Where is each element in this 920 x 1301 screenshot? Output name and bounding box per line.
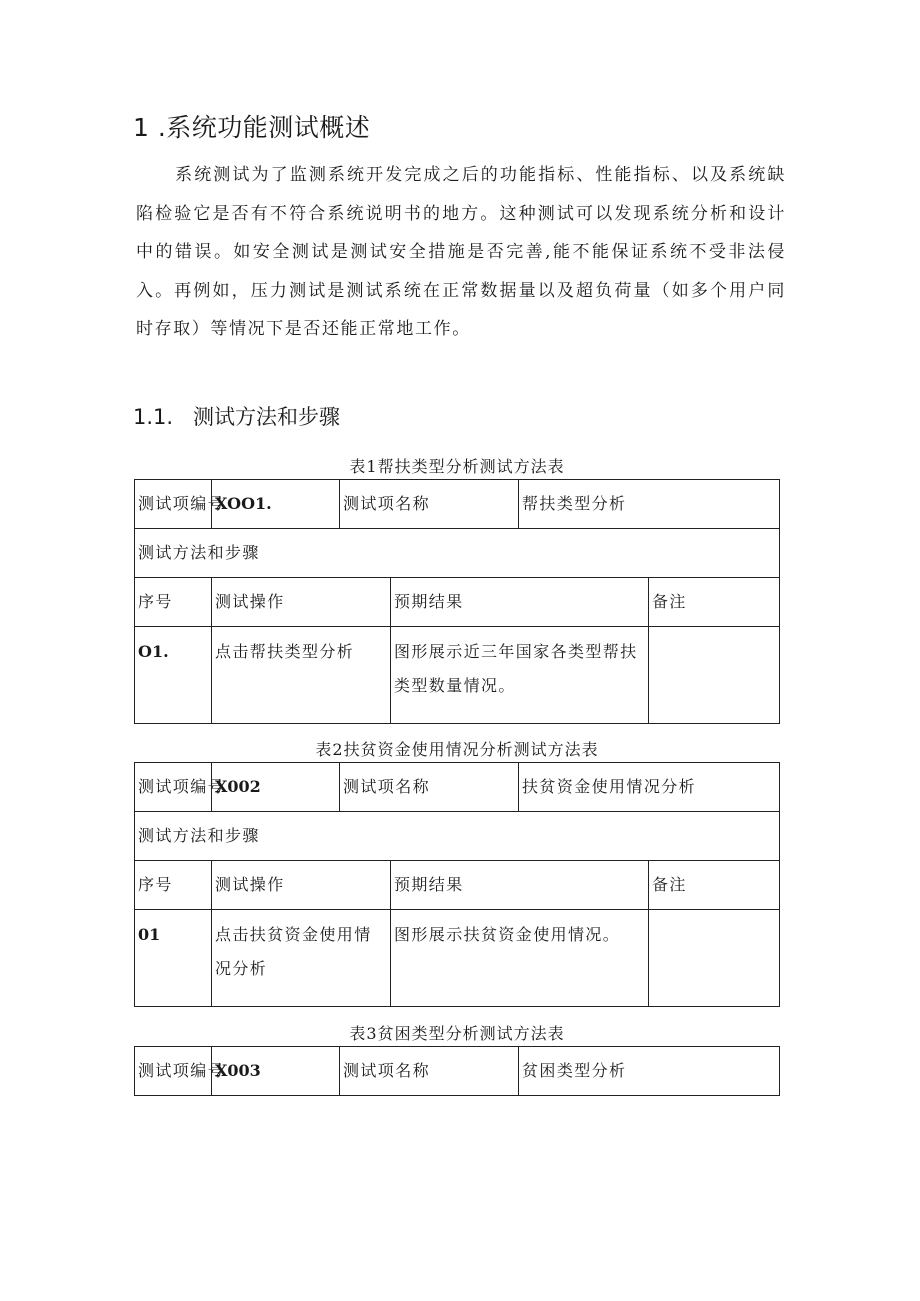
note-header: 备注 [649,861,780,910]
op-header: 测试操作 [212,578,391,627]
table-row [135,861,780,910]
item-name-value: 帮扶类型分析 [519,480,780,529]
item-id-value: XOO1. [212,480,340,529]
table-row [135,529,780,578]
test-table-3 [134,1046,780,1096]
table-row [135,627,780,724]
table-row [135,812,780,861]
seq-header: 序号 [135,861,212,910]
item-id-label: 测试项编号 [135,763,212,812]
expected-cell: 图形展示扶贫资金使用情况。 [391,910,649,1007]
seq-header: 序号 [135,578,212,627]
item-name-value: 贫困类型分析 [519,1047,780,1096]
section-heading: 1 .系统功能测试概述 [133,113,371,142]
test-table-1 [134,479,780,724]
item-name-label: 测试项名称 [340,480,519,529]
test-table-2 [134,762,780,1007]
item-id-label: 测试项编号 [135,480,212,529]
item-id-value: X003 [212,1047,340,1096]
subsection-title: 测试方法和步骤 [193,405,340,429]
item-id-value: X002 [212,763,340,812]
item-name-label: 测试项名称 [340,763,519,812]
table-1-caption: 表1帮扶类型分析测试方法表 [349,457,565,476]
table-row [135,1047,780,1096]
subsection-heading [133,401,340,431]
subsection-number: 1.1. [133,405,174,429]
table-row [135,763,780,812]
item-name-value: 扶贫资金使用情况分析 [519,763,780,812]
note-header: 备注 [649,578,780,627]
item-id-label: 测试项编号 [135,1047,212,1096]
seq-cell: 01 [135,910,212,1007]
note-cell [649,627,780,724]
item-name-label: 测试项名称 [340,1047,519,1096]
table-row [135,578,780,627]
method-label: 测试方法和步骤 [135,529,780,578]
method-label: 测试方法和步骤 [135,812,780,861]
intro-paragraph: 系统测试为了监测系统开发完成之后的功能指标、性能指标、以及系统缺陷检验它是否有不符合系统说明书的地方。这种测试可以发现系统分析和设计中的错误。如安全测试是测试安全措施是否完善,能不能保证系统不受非法侵入。再例如，压力测试是测试系统在正常数据量以及超负荷量（如多个用户同时存取）等情况下是否还能正常地工作。 [136,165,786,339]
op-cell: 点击扶贫资金使用情况分析 [212,910,391,1007]
op-header: 测试操作 [212,861,391,910]
table-2-caption: 表2扶贫资金使用情况分析测试方法表 [315,740,599,759]
op-cell: 点击帮扶类型分析 [212,627,391,724]
table-row [135,480,780,529]
expected-header: 预期结果 [391,861,649,910]
table-row [135,910,780,1007]
table-3-caption: 表3贫困类型分析测试方法表 [349,1024,565,1043]
seq-cell: O1. [135,627,212,724]
expected-header: 预期结果 [391,578,649,627]
note-cell [649,910,780,1007]
expected-cell: 图形展示近三年国家各类型帮扶类型数量情况。 [391,627,649,724]
